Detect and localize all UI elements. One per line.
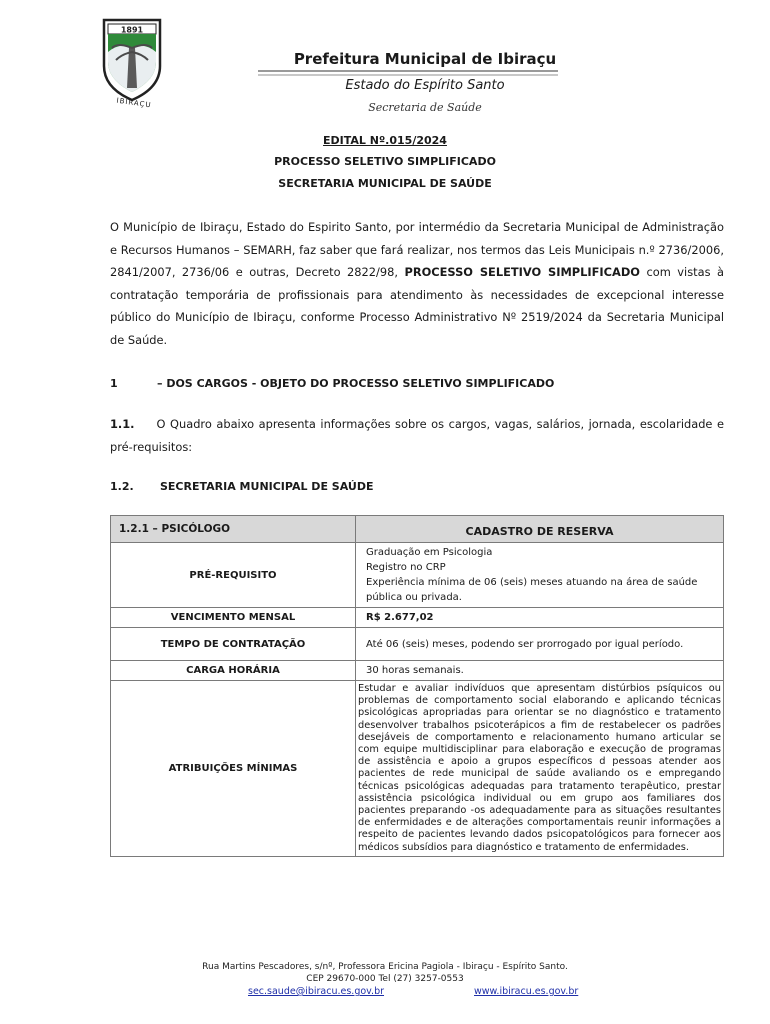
row-label-workload: CARGA HORÁRIA bbox=[111, 661, 356, 681]
letterhead-department: Secretaria de Saúde bbox=[368, 101, 482, 114]
municipal-coat-of-arms bbox=[100, 18, 164, 102]
row-value-duties: Estudar e avaliar indivíduos que apresentam distúrbios psíquicos ou problemas de comportamento social elaborando e aplicando técnicas psicológicas apropriadas para orientar se no diagnóstico e tratamento desenvolver trabalhos psicoterápicos a fim de restabelecer os padrões desejáveis de comportamento e relacionamento humano articular se com equipe multidisciplinar para elaboração e execução de programas de assistência e apoio a grupos específicos d pessoas atender aos pacientes de rede municipal de saúde avaliando os e empregando técnicas psicológicas adequadas para tratamento terapêutico, prestar assistência psicológica individual ou em grupo aos familiares dos pacientes preparando -os adequadamente para as situações resultantes de enfermidades e de alterações comportamentais reunir informações a respeito de pacientes levando dados psicopatológicos para fornecer aos médicos subsídios para diagnóstico e tratamento de enfermidades. bbox=[356, 681, 724, 857]
row-value-contract-time: Até 06 (seis) meses, podendo ser prorrogado por igual período. bbox=[356, 628, 724, 661]
table-row bbox=[111, 628, 724, 661]
letterhead-rule-secondary bbox=[258, 74, 558, 76]
item-1-1 bbox=[110, 413, 724, 458]
table-header-position: 1.2.1 – PSICÓLOGO bbox=[111, 516, 356, 543]
row-value-prerequisite: Graduação em Psicologia Registro no CRP Experiência mínima de 06 (seis) meses atuando na área de saúde pública ou privada. bbox=[356, 543, 724, 608]
table-row bbox=[111, 543, 724, 608]
row-value-workload: 30 horas semanais. bbox=[356, 661, 724, 681]
section-1-number: 1 bbox=[110, 377, 118, 390]
edital-process: PROCESSO SELETIVO SIMPLIFICADO bbox=[274, 155, 496, 168]
footer-website-link[interactable]: www.ibiracu.es.gov.br bbox=[474, 986, 579, 997]
footer-email-link[interactable]: sec.saude@ibiracu.es.gov.br bbox=[248, 986, 385, 997]
letterhead-rule bbox=[258, 70, 558, 72]
position-table bbox=[110, 515, 724, 857]
item-1-1-number: 1.1. bbox=[110, 417, 135, 431]
logo-year: 1891 bbox=[120, 25, 144, 35]
intro-text-1: O Município de Ibiraçu, Estado do Espirito Santo, por intermédio da Secretaria Municipal de Administração e Recursos Humanos – SEMARH, faz saber que fará realizar, nos termos das Leis Municipais n.º 2736/2006, 2841/2007, 2736/06 e outras, Decreto 2822/98, bbox=[110, 220, 724, 280]
row-label-salary: VENCIMENTO MENSAL bbox=[111, 608, 356, 628]
footer-contact: CEP 29670-000 Tel (27) 3257-0553 bbox=[306, 974, 464, 984]
table-row bbox=[111, 661, 724, 681]
section-1-title: – DOS CARGOS - OBJETO DO PROCESSO SELETIVO SIMPLIFICADO bbox=[157, 377, 555, 390]
table-row bbox=[111, 681, 724, 857]
logo-caption: IBIRAÇU bbox=[116, 96, 152, 110]
letterhead-state: Estado do Espírito Santo bbox=[345, 78, 505, 93]
table-row bbox=[111, 608, 724, 628]
item-1-1-text: O Quadro abaixo apresenta informações sobre os cargos, vagas, salários, jornada, escolaridade e pré-requisitos: bbox=[110, 417, 724, 454]
footer-address: Rua Martins Pescadores, s/nº, Professora Ericina Pagiola - Ibiraçu - Espírito Santo. bbox=[202, 962, 568, 972]
item-1-2-number: 1.2. bbox=[110, 480, 134, 493]
edital-number: EDITAL Nº.015/2024 bbox=[323, 134, 447, 147]
intro-bold: PROCESSO SELETIVO SIMPLIFICADO bbox=[404, 265, 640, 280]
item-1-2-title: SECRETARIA MUNICIPAL DE SAÚDE bbox=[160, 480, 374, 493]
table-header-status: CADASTRO DE RESERVA bbox=[356, 516, 724, 543]
row-label-duties: ATRIBUIÇÕES MÍNIMAS bbox=[111, 681, 356, 857]
row-value-salary: R$ 2.677,02 bbox=[356, 608, 724, 628]
row-label-prerequisite: PRÉ-REQUISITO bbox=[111, 543, 356, 608]
edital-secretariat: SECRETARIA MUNICIPAL DE SAÚDE bbox=[278, 177, 492, 190]
intro-paragraph bbox=[110, 216, 724, 352]
row-label-contract-time: TEMPO DE CONTRATAÇÃO bbox=[111, 628, 356, 661]
intro-text-2: com vistas à contratação temporária de profissionais para atendimento às necessidades de excepcional interesse público do Município de Ibiraçu, conforme Processo Administrativo Nº 2519/2024 da Secretaria Municipal de Saúde. bbox=[110, 265, 724, 347]
letterhead-title: Prefeitura Municipal de Ibiraçu bbox=[293, 50, 557, 68]
table-header-row bbox=[111, 516, 724, 543]
